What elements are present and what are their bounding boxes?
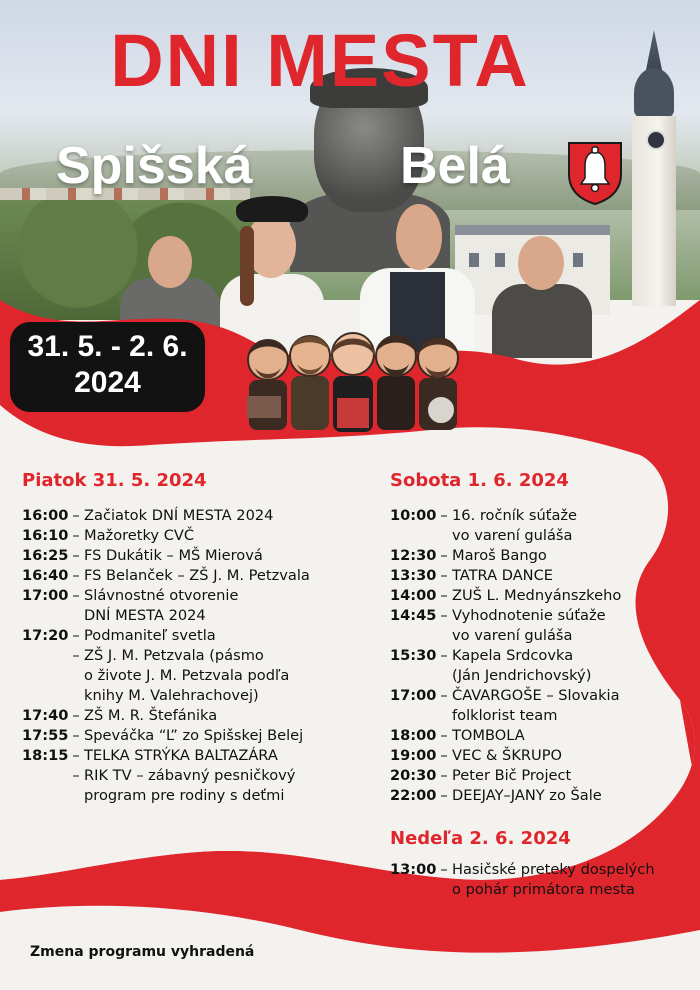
dash-separator: –: [440, 727, 448, 744]
event-title: DNI MESTA: [110, 19, 530, 102]
schedule-time: 22:00: [390, 787, 437, 804]
schedule-line: ČAVARGOŠE – Slovakia: [452, 687, 620, 704]
saturday-title: Sobota 1. 6. 2024: [390, 470, 569, 491]
dash-separator: –: [440, 767, 448, 784]
schedule-description: [84, 506, 273, 526]
schedule-line: Maroš Bango: [452, 547, 547, 564]
schedule-line: program pre rodiny s deťmi: [84, 787, 285, 804]
schedule-time: 18:15: [22, 747, 69, 764]
schedule-item: [390, 766, 621, 786]
schedule-time: 20:30: [390, 767, 437, 784]
schedule-line: Podmaniteľ svetla: [84, 627, 216, 644]
cartoon-band-illustration: [245, 318, 460, 438]
schedule-time: [22, 646, 68, 706]
schedule-time: 17:20: [22, 627, 69, 644]
schedule-description: [84, 566, 310, 586]
dash-separator: –: [440, 567, 448, 584]
dash-separator: –: [72, 767, 80, 784]
schedule-description: [84, 626, 216, 646]
schedule-line: Hasičské preteky dospelých: [452, 861, 655, 878]
dash-separator: –: [72, 727, 80, 744]
schedule-time: 18:00: [390, 727, 437, 744]
schedule-time: 10:00: [390, 507, 437, 524]
schedule-time: 16:25: [22, 547, 69, 564]
schedule-description: [84, 746, 278, 766]
schedule-line: ZUŠ L. Mednyánszkeho: [452, 587, 622, 604]
schedule-line: folklorist team: [452, 707, 558, 724]
dash-separator: –: [72, 587, 80, 604]
schedule-line: TATRA DANCE: [452, 567, 554, 584]
sunday-title: Nedeľa 2. 6. 2024: [390, 828, 571, 849]
schedule-item: [22, 626, 310, 646]
dash-separator: –: [440, 687, 448, 704]
schedule-line: Slávnostné otvorenie: [84, 587, 239, 604]
schedule-time: 15:30: [390, 647, 437, 664]
schedule-item: [390, 746, 621, 766]
schedule-description: [452, 860, 655, 900]
dash-separator: –: [440, 647, 448, 664]
schedule-description: [452, 566, 553, 586]
schedule-line: FS Dukátik – MŠ Mierová: [84, 547, 263, 564]
schedule-item: [22, 706, 310, 726]
schedule-item: [22, 526, 310, 546]
schedule-line: (Ján Jendrichovský): [452, 667, 592, 684]
schedule-item: [22, 746, 310, 766]
schedule-description: [84, 546, 263, 566]
friday-title: Piatok 31. 5. 2024: [22, 470, 207, 491]
schedule-time: [22, 766, 68, 806]
dash-separator: –: [440, 587, 448, 604]
schedule-description: [452, 606, 606, 646]
schedule-line: TELKA STRÝKA BALTAZÁRA: [84, 747, 278, 764]
schedule-line: o pohár primátora mesta: [452, 881, 635, 898]
dash-separator: –: [72, 747, 80, 764]
schedule-description: [84, 706, 217, 726]
schedule-time: 13:30: [390, 567, 437, 584]
schedule-line: VEC & ŠKRUPO: [452, 747, 562, 764]
schedule-description: [84, 586, 238, 626]
schedule-time: 13:00: [390, 861, 437, 878]
dash-separator: –: [72, 547, 80, 564]
schedule-item: [390, 506, 621, 546]
schedule-time: 14:00: [390, 587, 437, 604]
schedule-line: Peter Bič Project: [452, 767, 572, 784]
dash-separator: –: [440, 507, 448, 524]
schedule-description: [452, 726, 525, 746]
schedule-line: knihy M. Valehrachovej): [84, 687, 259, 704]
date-year: 2024: [74, 366, 141, 399]
schedule-item: [390, 686, 621, 726]
schedule-time: 17:40: [22, 707, 69, 724]
dash-separator: –: [72, 567, 80, 584]
dash-separator: –: [72, 627, 80, 644]
schedule-line: Kapela Srdcovka: [452, 647, 574, 664]
schedule-line: vo varení guláša: [452, 527, 573, 544]
schedule-item: [22, 546, 310, 566]
dash-separator: –: [440, 861, 448, 878]
schedule-description: [452, 546, 547, 566]
schedule-line: 16. ročník súťaže: [452, 507, 578, 524]
footer-note: Zmena programu vyhradená: [30, 944, 255, 960]
schedule-time: 14:45: [390, 607, 437, 624]
schedule-item: [22, 646, 310, 706]
schedule-time: 17:00: [390, 687, 437, 704]
schedule-item: [390, 726, 621, 746]
town-name-first: Spišská: [56, 137, 253, 195]
schedule-item: [22, 766, 310, 806]
schedule-item: [390, 786, 621, 806]
schedule-time: 16:00: [22, 507, 69, 524]
schedule-description: [84, 726, 303, 746]
schedule-time: 19:00: [390, 747, 437, 764]
schedule-item: [390, 606, 621, 646]
schedule-line: DEEJAY–JANY zo Šale: [452, 787, 602, 804]
schedule-line: vo varení guláša: [452, 627, 573, 644]
sunday-schedule: [390, 860, 655, 900]
schedule-description: [452, 786, 602, 806]
schedule-line: ZŠ M. R. Štefánika: [84, 707, 218, 724]
schedule-line: TOMBOLA: [452, 727, 525, 744]
schedule-line: DNÍ MESTA 2024: [84, 607, 206, 624]
dash-separator: –: [440, 787, 448, 804]
date-range: 31. 5. - 2. 6.: [27, 330, 188, 363]
schedule-description: [84, 766, 295, 806]
dash-separator: –: [72, 647, 80, 664]
friday-schedule: [22, 506, 310, 806]
schedule-item: [390, 586, 621, 606]
schedule-time: 16:10: [22, 527, 69, 544]
schedule-description: [452, 686, 620, 726]
schedule-description: [452, 506, 577, 546]
schedule-time: 17:00: [22, 587, 69, 604]
dash-separator: –: [72, 707, 80, 724]
dash-separator: –: [72, 507, 80, 524]
dash-separator: –: [440, 607, 448, 624]
schedule-description: [84, 526, 194, 546]
schedule-description: [84, 646, 289, 706]
schedule-description: [452, 746, 562, 766]
schedule-item: [390, 860, 655, 900]
dash-separator: –: [440, 547, 448, 564]
town-name-second: Belá: [400, 137, 510, 195]
date-badge: [10, 322, 205, 412]
schedule-line: Mažoretky CVČ: [84, 527, 195, 544]
schedule-time: 16:40: [22, 567, 69, 584]
schedule-line: ZŠ J. M. Petzvala (pásmo: [84, 647, 264, 664]
schedule-item: [22, 506, 310, 526]
schedule-description: [452, 766, 571, 786]
schedule-item: [22, 566, 310, 586]
schedule-line: Speváčka “L” zo Spišskej Belej: [84, 727, 304, 744]
schedule-line: o živote J. M. Petzvala podľa: [84, 667, 290, 684]
schedule-time: 12:30: [390, 547, 437, 564]
saturday-schedule: [390, 506, 621, 806]
schedule-line: FS Belanček – ZŠ J. M. Petzvala: [84, 567, 310, 584]
schedule-item: [390, 646, 621, 686]
schedule-description: [452, 646, 591, 686]
schedule-line: Vyhodnotenie súťaže: [452, 607, 606, 624]
schedule-line: RIK TV – zábavný pesničkový: [84, 767, 296, 784]
schedule-line: Začiatok DNÍ MESTA 2024: [84, 507, 274, 524]
dash-separator: –: [440, 747, 448, 764]
schedule-item: [390, 546, 621, 566]
schedule-time: 17:55: [22, 727, 69, 744]
bell-crest-icon: [566, 140, 624, 206]
dash-separator: –: [72, 527, 80, 544]
schedule-item: [22, 586, 310, 626]
schedule-description: [452, 586, 621, 606]
schedule-item: [22, 726, 310, 746]
schedule-item: [390, 566, 621, 586]
